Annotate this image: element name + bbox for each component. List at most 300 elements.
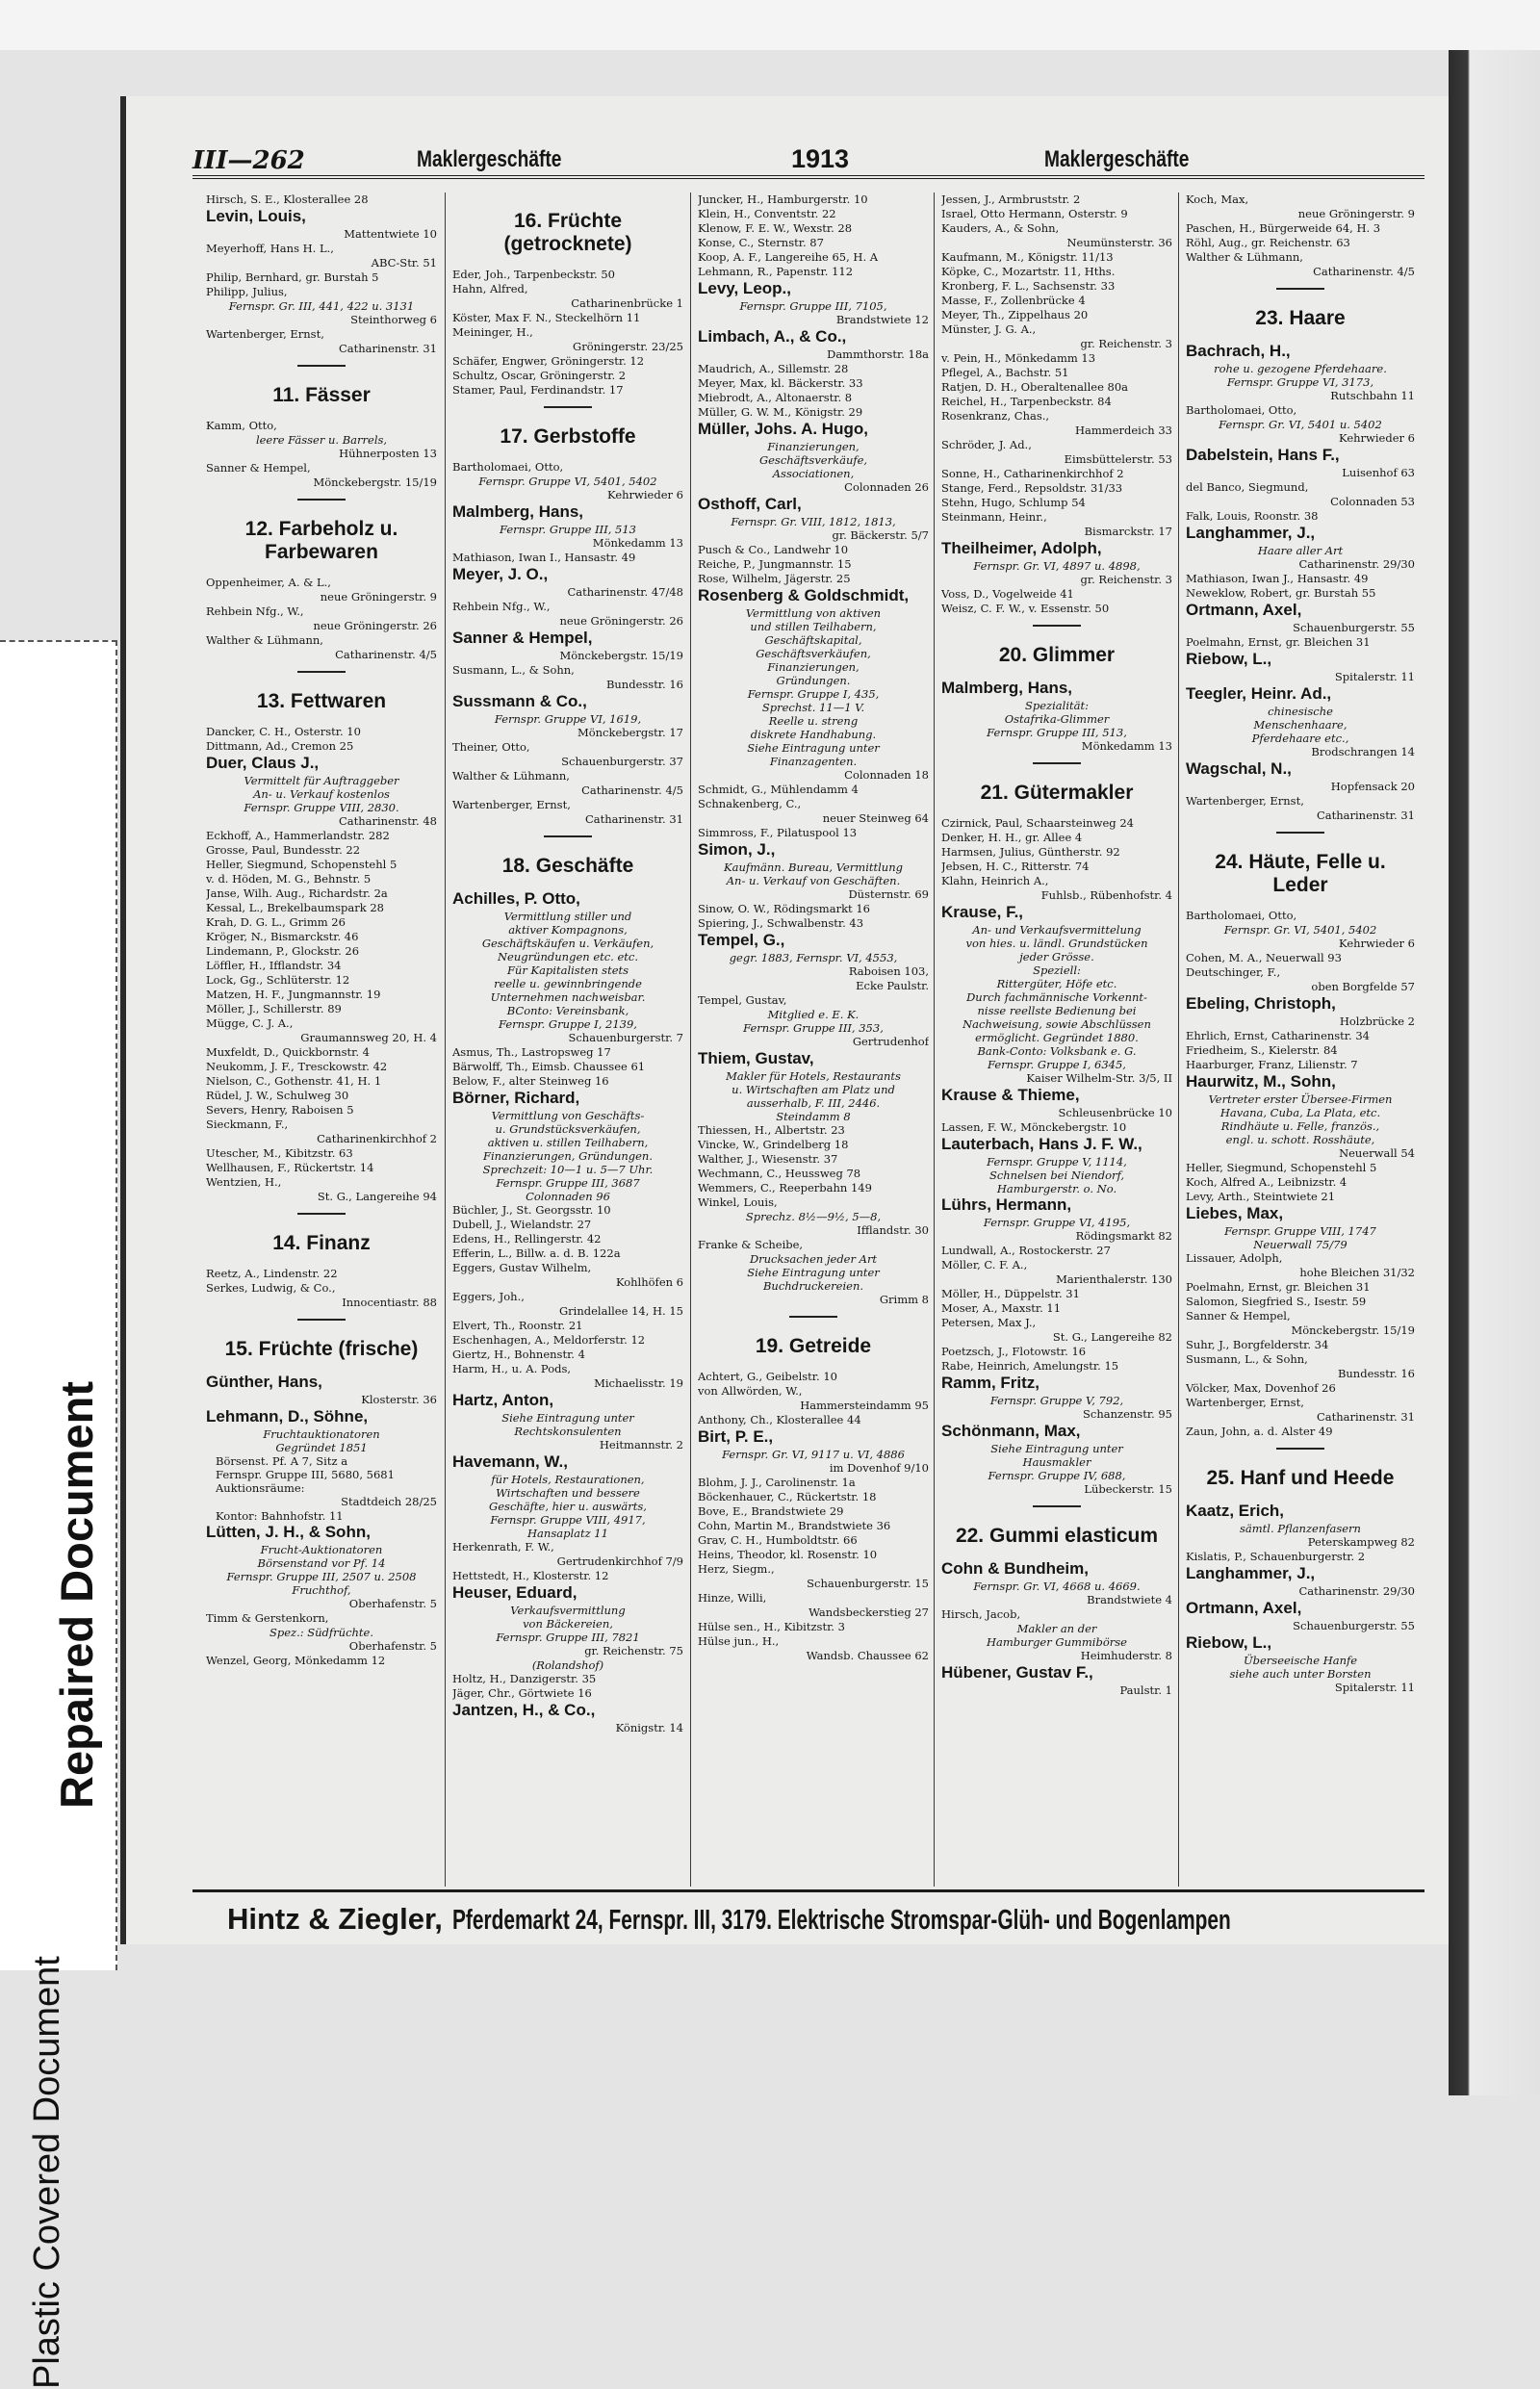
entry-address: Catharinenstr. 4/5 bbox=[581, 783, 683, 797]
firm-name: Duer, Claus J., bbox=[206, 754, 320, 772]
directory-entry: Lindemann, P., Glockstr. 26 bbox=[206, 944, 360, 958]
entry-advert-line: Fernspr. Gruppe III, 513, bbox=[987, 726, 1127, 739]
entry-address: Ifflandstr. 30 bbox=[857, 1223, 929, 1237]
directory-entry: Poelmahn, Ernst, gr. Bleichen 31 bbox=[1186, 1280, 1371, 1294]
entry-advert-line: Verkaufsvermittlung bbox=[510, 1604, 626, 1617]
directory-entry: Möller, H., Düppelstr. 31 bbox=[941, 1287, 1080, 1300]
footer-firm-name: Hintz & Ziegler, bbox=[227, 1902, 443, 1936]
firm-name: Krause & Thieme, bbox=[941, 1086, 1080, 1104]
firm-name: Bachrach, H., bbox=[1186, 342, 1291, 360]
section-heading: 12. Farbeholz u. Farbewaren bbox=[244, 518, 398, 563]
entry-advert-line: Frucht-Auktionatoren bbox=[260, 1543, 383, 1556]
entry-advert-line: von Bäckereien, bbox=[523, 1617, 613, 1631]
entry-address: Oberhafenstr. 5 bbox=[348, 1639, 437, 1653]
entry-advert-line: gegr. 1883, Fernspr. VI, 4553, bbox=[729, 951, 898, 964]
entry-address: Catharinenstr. 29/30 bbox=[1298, 557, 1415, 571]
entry-advert-line: Vermittlung von aktiven bbox=[745, 606, 882, 620]
directory-entry: Juncker, H., Hamburgerstr. 10 bbox=[698, 193, 868, 206]
firm-name: Schönmann, Max, bbox=[941, 1422, 1081, 1440]
directory-entry: v. Pein, H., Mönkedamm 13 bbox=[941, 351, 1096, 365]
directory-entry: Herz, Siegm., bbox=[698, 1562, 775, 1576]
firm-name: Malmberg, Hans, bbox=[941, 679, 1073, 697]
entry-address: Hühnerposten 13 bbox=[339, 447, 437, 460]
entry-advert-line: Fernspr. Gruppe I, 6345, bbox=[988, 1058, 1126, 1071]
entry-address: Klosterstr. 36 bbox=[361, 1393, 437, 1406]
entry-address: Grimm 8 bbox=[879, 1293, 929, 1306]
directory-entry: Harmsen, Julius, Güntherstr. 92 bbox=[941, 845, 1120, 859]
entry-advert-line: An- u. Verkauf kostenlos bbox=[253, 787, 390, 801]
directory-entry: Blohm, J. J., Carolinenstr. 1a bbox=[698, 1476, 856, 1489]
entry-address: Ecke Paulstr. bbox=[856, 979, 929, 992]
directory-entry: Susmann, L., & Sohn, bbox=[1186, 1352, 1308, 1366]
directory-entry: Neukomm, J. F., Tresckowstr. 42 bbox=[206, 1060, 388, 1073]
directory-entry: Rehbein Nfg., W., bbox=[452, 600, 551, 613]
directory-entry: Rüdel, J. W., Schulweg 30 bbox=[206, 1089, 349, 1102]
entry-advert-line: Hamburger Gummibörse bbox=[987, 1635, 1127, 1649]
firm-name: Langhammer, J., bbox=[1186, 524, 1316, 542]
entry-advert-line: Mitglied e. E. K. bbox=[767, 1008, 860, 1021]
directory-entry: Franke & Scheibe, bbox=[698, 1238, 804, 1251]
entry-address: Schauenburgerstr. 15 bbox=[807, 1577, 929, 1590]
directory-entry: Krah, D. G. L., Grimm 26 bbox=[206, 915, 346, 929]
firm-name: Hartz, Anton, bbox=[452, 1391, 554, 1409]
directory-entry: Vincke, W., Grindelberg 18 bbox=[698, 1138, 849, 1151]
section-divider bbox=[544, 835, 592, 837]
directory-entry: Meyerhoff, Hans H. L., bbox=[206, 242, 334, 255]
plastic-covered-label: Plastic Covered Document bbox=[27, 1956, 67, 2389]
firm-name: Wagschal, N., bbox=[1186, 759, 1292, 778]
directory-entry: Winkel, Louis, bbox=[698, 1195, 778, 1209]
directory-entry: Meyer, Max, kl. Bäckerstr. 33 bbox=[698, 376, 863, 390]
directory-entry: Matzen, H. F., Jungmannstr. 19 bbox=[206, 988, 381, 1001]
entry-advert-line: Fernspr. Gr. III, 441, 422 u. 3131 bbox=[228, 299, 415, 313]
section-heading: 22. Gummi elasticum bbox=[955, 1525, 1159, 1547]
section-divider bbox=[297, 1319, 346, 1321]
directory-entry: Koch, Max, bbox=[1186, 193, 1249, 206]
firm-name: Ortmann, Axel, bbox=[1186, 1599, 1302, 1617]
directory-entry: Spiering, J., Schwalbenstr. 43 bbox=[698, 916, 864, 930]
directory-entry: Hettstedt, H., Klosterstr. 12 bbox=[452, 1569, 609, 1582]
directory-entry: Philipp, Julius, bbox=[206, 285, 288, 298]
section-divider bbox=[297, 1213, 346, 1215]
entry-advert-line: Colonnaden 96 bbox=[526, 1190, 610, 1203]
page-number: III—262 bbox=[192, 146, 305, 175]
directory-entry: Lehmann, R., Papenstr. 112 bbox=[698, 265, 854, 278]
directory-entry: Susmann, L., & Sohn, bbox=[452, 663, 575, 677]
section-heading: 23. Haare bbox=[1255, 307, 1346, 329]
directory-entry: Israel, Otto Hermann, Osterstr. 9 bbox=[941, 207, 1128, 220]
firm-name: Ebeling, Christoph, bbox=[1186, 994, 1336, 1013]
directory-entry: Anthony, Ch., Klosterallee 44 bbox=[698, 1413, 861, 1426]
entry-address: neue Gröningerstr. 26 bbox=[313, 619, 437, 632]
entry-address: Hammerdeich 33 bbox=[1075, 424, 1172, 437]
entry-address: Kehrwieder 6 bbox=[1339, 431, 1415, 445]
directory-entry: Hirsch, Jacob, bbox=[941, 1607, 1021, 1621]
directory-entry: Nielson, C., Gothenstr. 41, H. 1 bbox=[206, 1074, 382, 1088]
scan-right-edge bbox=[1449, 50, 1540, 2095]
entry-advert-line: Fernspr. Gruppe VI, 5401, 5402 bbox=[478, 475, 657, 488]
section-heading: 18. Geschäfte bbox=[501, 855, 634, 877]
directory-entry: Jessen, J., Armbruststr. 2 bbox=[941, 193, 1081, 206]
directory-entry: Bartholomaei, Otto, bbox=[1186, 909, 1297, 922]
entry-address: Bundesstr. 16 bbox=[605, 678, 683, 691]
section-heading: 15. Früchte (frische) bbox=[224, 1338, 419, 1360]
directory-entry: Dubell, J., Wielandstr. 27 bbox=[452, 1218, 592, 1231]
section-divider bbox=[1033, 1505, 1081, 1507]
directory-entry: Friedheim, S., Kielerstr. 84 bbox=[1186, 1043, 1338, 1057]
directory-entry: Paschen, H., Bürgerweide 64, H. 3 bbox=[1186, 221, 1381, 235]
directory-entry: Schröder, J. Ad., bbox=[941, 438, 1032, 451]
entry-advert-line: Fernspr. Gruppe VIII, 1747 bbox=[1224, 1224, 1376, 1238]
entry-detail: Kontor: Bahnhofstr. 11 bbox=[216, 1509, 344, 1523]
entry-advert-line: Spez.: Südfrüchte. bbox=[269, 1626, 374, 1639]
entry-detail: Auktionsräume: bbox=[216, 1481, 305, 1495]
entry-address: Düsternstr. 69 bbox=[848, 887, 929, 901]
section-divider bbox=[1033, 762, 1081, 764]
directory-entry: Klenow, F. E. W., Wexstr. 28 bbox=[698, 221, 853, 235]
entry-address: Catharinenstr. 31 bbox=[584, 812, 683, 826]
entry-address: Rutschbahn 11 bbox=[1330, 389, 1415, 402]
entry-advert-line: Fernspr. Gruppe VIII, 4917, bbox=[490, 1513, 646, 1527]
entry-address: Rödingsmarkt 82 bbox=[1075, 1229, 1172, 1243]
directory-entry: Kessal, L., Brekelbaumspark 28 bbox=[206, 901, 384, 914]
footer-rule bbox=[192, 1889, 1424, 1892]
directory-entry: Wartenberger, Ernst, bbox=[452, 798, 571, 811]
entry-address: Brandstwiete 4 bbox=[1087, 1593, 1172, 1606]
running-title-right: Maklergeschäfte bbox=[1044, 146, 1190, 172]
entry-advert-line: Fernspr. Gruppe I, 2139, bbox=[499, 1017, 637, 1031]
repaired-document-label: Repaired Document bbox=[51, 1381, 102, 1809]
directory-entry: Poelmahn, Ernst, gr. Bleichen 31 bbox=[1186, 635, 1371, 649]
entry-advert-line: Buchdruckereien. bbox=[762, 1279, 864, 1293]
firm-name: Levy, Leop., bbox=[698, 279, 791, 297]
entry-advert-line: Fernspr. Gr. VIII, 1812, 1813, bbox=[731, 515, 896, 528]
directory-entry: Grav, C. H., Humboldtstr. 66 bbox=[698, 1533, 858, 1547]
directory-entry: Kaufmann, M., Königstr. 11/13 bbox=[941, 250, 1114, 264]
entry-detail: Börsenst. Pf. A 7, Sitz a bbox=[216, 1454, 348, 1468]
entry-address: St. G., Langereihe 94 bbox=[317, 1190, 437, 1203]
directory-entry: Falk, Louis, Roonstr. 38 bbox=[1186, 509, 1319, 523]
directory-entry: Sonne, H., Catharinenkirchhof 2 bbox=[941, 467, 1124, 480]
entry-advert-line: Börsenstand vor Pf. 14 bbox=[257, 1556, 386, 1570]
directory-entry: Bärwolff, Th., Eimsb. Chaussee 61 bbox=[452, 1060, 646, 1073]
entry-advert-line: leere Fässer u. Barrels, bbox=[255, 433, 388, 447]
directory-entry: Czirnick, Paul, Schaarsteinweg 24 bbox=[941, 816, 1134, 830]
entry-advert-line: Schnelsen bei Niendorf, bbox=[988, 1169, 1125, 1182]
entry-address: Catharinenstr. 29/30 bbox=[1298, 1584, 1415, 1598]
directory-entry: Jäger, Chr., Görtwiete 16 bbox=[452, 1686, 592, 1700]
section-divider bbox=[1033, 625, 1081, 627]
firm-name: Riebow, L., bbox=[1186, 650, 1272, 668]
entry-address: Colonnaden 26 bbox=[844, 480, 929, 494]
entry-address: Brandstwiete 12 bbox=[835, 313, 929, 326]
directory-entry: Edens, H., Rellingerstr. 42 bbox=[452, 1232, 602, 1246]
directory-entry: Kauders, A., & Sohn, bbox=[941, 221, 1060, 235]
directory-entry: Dancker, C. H., Osterstr. 10 bbox=[206, 725, 361, 738]
directory-entry: Schultz, Oscar, Gröningerstr. 2 bbox=[452, 369, 627, 382]
entry-address: Kehrwieder 6 bbox=[607, 488, 683, 501]
entry-advert-line: Rittergüter, Höfe etc. bbox=[996, 977, 1117, 990]
entry-advert-line: Makler für Hotels, Restaurants bbox=[726, 1069, 901, 1083]
directory-entry: Herkenrath, F. W., bbox=[452, 1540, 554, 1554]
entry-address: Wandsbeckerstieg 27 bbox=[808, 1606, 929, 1619]
column-divider bbox=[690, 193, 691, 1887]
entry-address: Schauenburgerstr. 37 bbox=[561, 755, 683, 768]
entry-advert-line: Durch fachmännische Vorkennt- bbox=[966, 990, 1147, 1004]
directory-entry: Miebrodt, A., Altonaerstr. 8 bbox=[698, 391, 853, 404]
column-divider bbox=[445, 193, 446, 1887]
entry-advert-line: u. Grundstücksverkäufen, bbox=[495, 1122, 641, 1136]
directory-entry: Völcker, Max, Dovenhof 26 bbox=[1186, 1381, 1336, 1395]
entry-advert-line: Gründungen. bbox=[776, 674, 851, 687]
directory-entry: Kamm, Otto, bbox=[206, 419, 277, 432]
entry-address: Spitalerstr. 11 bbox=[1334, 1681, 1415, 1694]
directory-entry: Eggers, Gustav Wilhelm, bbox=[452, 1261, 592, 1274]
column-divider bbox=[934, 193, 935, 1887]
entry-address: Gertrudenhof bbox=[852, 1035, 929, 1048]
directory-entry: Pusch & Co., Landwehr 10 bbox=[698, 543, 849, 556]
directory-entry: Timm & Gerstenkorn, bbox=[206, 1611, 329, 1625]
firm-name: Teegler, Heinr. Ad., bbox=[1186, 684, 1332, 703]
entry-advert-line: Pferdehaare etc., bbox=[1251, 732, 1349, 745]
entry-advert-line: Geschäfte, hier u. auswärts, bbox=[489, 1500, 647, 1513]
entry-address: Bundesstr. 16 bbox=[1337, 1367, 1415, 1380]
directory-entry: Sanner & Hempel, bbox=[206, 461, 311, 475]
entry-advert-line: Siehe Eintragung unter bbox=[747, 741, 880, 755]
directory-entry: Mathiason, Iwan I., Hansastr. 49 bbox=[452, 551, 636, 564]
entry-address: Catharinenstr. 31 bbox=[338, 342, 437, 355]
directory-entry: Voss, D., Vogelweide 41 bbox=[941, 587, 1074, 601]
firm-name: Krause, F., bbox=[941, 903, 1024, 921]
entry-advert-line: Wirtschaften und bessere bbox=[496, 1486, 640, 1500]
section-heading: 19. Getreide bbox=[755, 1335, 872, 1357]
entry-address: Brodschrangen 14 bbox=[1311, 745, 1415, 758]
directory-entry: Wellhausen, F., Rückertstr. 14 bbox=[206, 1161, 374, 1174]
entry-address: hohe Bleichen 31/32 bbox=[1299, 1266, 1415, 1279]
entry-address: Grindelallee 14, H. 15 bbox=[558, 1304, 683, 1318]
directory-entry: Heller, Siegmund, Schopenstehl 5 bbox=[206, 858, 398, 871]
advertisement-footer bbox=[227, 1902, 1533, 1937]
directory-entry: Wartenberger, Ernst, bbox=[1186, 794, 1304, 808]
directory-entry: Köpke, C., Mozartstr. 11, Hths. bbox=[941, 265, 1116, 278]
entry-advert-line: Fernspr. Gr. VI, 4668 u. 4669. bbox=[973, 1580, 1141, 1593]
section-heading: 20. Glimmer bbox=[998, 644, 1116, 666]
directory-column-3 bbox=[698, 193, 929, 1896]
section-divider bbox=[1276, 832, 1324, 834]
directory-entry: Rabe, Heinrich, Amelungstr. 15 bbox=[941, 1359, 1119, 1373]
entry-address: Mönckebergstr. 15/19 bbox=[559, 649, 683, 662]
section-heading: 13. Fettwaren bbox=[256, 690, 387, 712]
firm-name: Achilles, P. Otto, bbox=[452, 889, 580, 908]
entry-advert-line: Geschäftsverkäufen, bbox=[756, 647, 871, 660]
entry-advert-line: Makler an der bbox=[1016, 1622, 1097, 1635]
firm-name: Tempel, G., bbox=[698, 931, 785, 949]
entry-address: Catharinenstr. 4/5 bbox=[335, 648, 437, 661]
directory-entry: Simmross, F., Pilatuspool 13 bbox=[698, 826, 858, 839]
directory-entry: Petersen, Max J., bbox=[941, 1316, 1037, 1329]
directory-entry: Heller, Siegmund, Schopenstehl 5 bbox=[1186, 1161, 1377, 1174]
firm-name: Birt, P. E., bbox=[698, 1427, 774, 1446]
entry-address: gr. Bäckerstr. 5/7 bbox=[832, 528, 929, 542]
entry-address: Stadtdeich 28/25 bbox=[341, 1495, 437, 1508]
entry-advert-line: Fernspr. Gruppe VIII, 2830. bbox=[244, 801, 399, 814]
directory-entry: Lundwall, A., Rostockerstr. 27 bbox=[941, 1244, 1111, 1257]
entry-advert-line: Spezialität: bbox=[1025, 699, 1089, 712]
entry-address: Marienthalerstr. 130 bbox=[1056, 1272, 1172, 1286]
entry-address: Bismarckstr. 17 bbox=[1084, 525, 1172, 538]
header-rule bbox=[192, 175, 1424, 179]
entry-address: Colonnaden 53 bbox=[1330, 495, 1415, 508]
firm-name: Theilheimer, Adolph, bbox=[941, 539, 1102, 557]
directory-entry: Cohn, Martin M., Brandstwiete 36 bbox=[698, 1519, 891, 1532]
directory-entry: Hahn, Alfred, bbox=[452, 282, 528, 295]
entry-address: Neumünsterstr. 36 bbox=[1066, 236, 1172, 249]
entry-advert-line: Sprechz. 8½—9½, 5—8, bbox=[745, 1210, 882, 1223]
directory-entry: Muxfeldt, D., Quickbornstr. 4 bbox=[206, 1045, 370, 1059]
entry-advert-line: Ostafrika-Glimmer bbox=[1004, 712, 1110, 726]
directory-entry: Röhl, Aug., gr. Reichenstr. 63 bbox=[1186, 236, 1350, 249]
directory-entry: Stehn, Hugo, Schlump 54 bbox=[941, 496, 1086, 509]
firm-name: Dabelstein, Hans F., bbox=[1186, 446, 1340, 464]
directory-entry: Theiner, Otto, bbox=[452, 740, 530, 754]
entry-advert-line: Rechtskonsulenten bbox=[514, 1425, 622, 1438]
directory-entry: Eckhoff, A., Hammerlandstr. 282 bbox=[206, 829, 390, 842]
section-divider bbox=[297, 365, 346, 367]
firm-name: Lütten, J. H., & Sohn, bbox=[206, 1523, 371, 1541]
directory-entry: Meininger, H., bbox=[452, 325, 533, 339]
footer-advert-text: Pferdemarkt 24, Fernspr. III, 3179. Elektrische Stromspar-Glüh- und Bogenlampen bbox=[451, 1905, 1231, 1936]
directory-entry: Hirsch, S. E., Klosterallee 28 bbox=[206, 193, 369, 206]
entry-address: Hopfensack 20 bbox=[1330, 780, 1415, 793]
firm-name: Hübener, Gustav F., bbox=[941, 1663, 1093, 1682]
directory-column-4 bbox=[941, 193, 1172, 1896]
entry-advert-line: Associationen, bbox=[772, 467, 855, 480]
entry-advert-line: An- und Verkaufsvermittelung bbox=[972, 923, 1142, 937]
entry-advert-line: rohe u. gezogene Pferdehaare. bbox=[1214, 362, 1387, 375]
directory-entry: Rose, Wilhelm, Jägerstr. 25 bbox=[698, 572, 851, 585]
firm-name: Levin, Louis, bbox=[206, 207, 306, 225]
directory-entry: Wenzel, Georg, Mönkedamm 12 bbox=[206, 1654, 386, 1667]
entry-address: Steinthorweg 6 bbox=[350, 313, 437, 326]
directory-entry: Wartenberger, Ernst, bbox=[206, 327, 324, 341]
entry-advert-line: Für Kapitalisten stets bbox=[506, 963, 629, 977]
entry-advert-line: Nachweisung, sowie Abschlüssen bbox=[962, 1017, 1151, 1031]
directory-entry: v. d. Höden, M. G., Behnstr. 5 bbox=[206, 872, 372, 886]
entry-advert-line: aktiven u. stillen Teilhabern, bbox=[487, 1136, 649, 1149]
directory-entry: Eggers, Joh., bbox=[452, 1290, 525, 1303]
firm-name: Limbach, A., & Co., bbox=[698, 327, 847, 346]
directory-entry: Cohen, M. A., Neuerwall 93 bbox=[1186, 951, 1342, 964]
entry-advert-line: BConto: Vereinsbank, bbox=[506, 1004, 629, 1017]
directory-column-1 bbox=[206, 193, 437, 1896]
entry-advert-line: Fernspr. Gruppe VI, 3173, bbox=[1226, 375, 1374, 389]
entry-address: Spitalerstr. 11 bbox=[1334, 670, 1415, 683]
directory-entry: Hülse jun., H., bbox=[698, 1634, 780, 1648]
directory-entry: Schmidt, G., Mühlendamm 4 bbox=[698, 783, 859, 796]
entry-address: Raboisen 103, bbox=[848, 964, 929, 978]
directory-entry: Thiessen, H., Albertstr. 23 bbox=[698, 1123, 845, 1137]
directory-entry: Dittmann, Ad., Cremon 25 bbox=[206, 739, 354, 753]
directory-entry: Wentzien, H., bbox=[206, 1175, 282, 1189]
entry-advert-line: An- u. Verkauf von Geschäften. bbox=[726, 874, 901, 887]
directory-entry: Salomon, Siegfried S., Isestr. 59 bbox=[1186, 1295, 1367, 1308]
entry-advert-line: Bank-Conto: Volksbank e. G. bbox=[977, 1044, 1137, 1058]
entry-address: Kaiser Wilhelm-Str. 3/5, II bbox=[1026, 1071, 1172, 1085]
entry-advert-line: sämtl. Pflanzenfasern bbox=[1240, 1522, 1361, 1535]
directory-entry: Reiche, P., Jungmannstr. 15 bbox=[698, 557, 852, 571]
directory-entry: Mathiason, Iwan J., Hansastr. 49 bbox=[1186, 572, 1369, 585]
firm-name: Langhammer, J., bbox=[1186, 1564, 1316, 1582]
directory-entry: Walther & Lühmann, bbox=[1186, 250, 1303, 264]
directory-entry: Denker, H. H., gr. Allee 4 bbox=[941, 831, 1083, 844]
firm-name: Riebow, L., bbox=[1186, 1633, 1272, 1652]
directory-entry: Jebsen, H. C., Ritterstr. 74 bbox=[941, 860, 1090, 873]
entry-advert-line: Geschäftskapital, bbox=[764, 633, 862, 647]
section-heading: 17. Gerbstoffe bbox=[500, 425, 636, 448]
entry-address: Mönckebergstr. 15/19 bbox=[313, 475, 437, 489]
directory-entry: Holtz, H., Danzigerstr. 35 bbox=[452, 1672, 597, 1685]
directory-entry: Maudrich, A., Sillemstr. 28 bbox=[698, 362, 849, 375]
entry-advert-line: Siehe Eintragung unter bbox=[990, 1442, 1123, 1455]
directory-entry: Asmus, Th., Lastropsweg 17 bbox=[452, 1045, 611, 1059]
side-label-panel bbox=[0, 640, 117, 2389]
entry-advert-line: Fernspr. Gruppe VI, 1619, bbox=[494, 712, 642, 726]
entry-advert-line: u. Wirtschaften am Platz und bbox=[732, 1083, 895, 1096]
entry-advert-line: Fruchthof, bbox=[292, 1583, 351, 1597]
entry-address: Catharinenbrücke 1 bbox=[571, 296, 683, 310]
entry-advert-line: diskrete Handhabung. bbox=[750, 728, 877, 741]
entry-advert-line: Hausmakler bbox=[1022, 1455, 1091, 1469]
directory-entry: Serkes, Ludwig, & Co., bbox=[206, 1281, 336, 1295]
directory-entry: Deutschinger, F., bbox=[1186, 965, 1281, 979]
directory-entry: Philip, Bernhard, gr. Burstah 5 bbox=[206, 270, 379, 284]
entry-address: Schauenburgerstr. 55 bbox=[1293, 621, 1415, 634]
entry-address: Innocentiastr. 88 bbox=[342, 1296, 437, 1309]
entry-address: Hammersteindamm 95 bbox=[800, 1399, 929, 1412]
directory-entry: Suhr, J., Borgfelderstr. 34 bbox=[1186, 1338, 1329, 1351]
column-divider bbox=[1178, 193, 1179, 1887]
entry-address: Eimsbüttelerstr. 53 bbox=[1064, 452, 1172, 466]
entry-address: neuer Steinweg 64 bbox=[822, 811, 929, 825]
entry-advert-line: aktiver Kompagnons, bbox=[508, 923, 628, 937]
section-heading: 14. Finanz bbox=[272, 1232, 371, 1254]
entry-address: Schleusenbrücke 10 bbox=[1058, 1106, 1172, 1119]
entry-advert-line: Vertreter erster Übersee-Firmen bbox=[1208, 1092, 1393, 1106]
entry-advert-line: (Rolandshof) bbox=[531, 1658, 604, 1672]
directory-entry: Ehrlich, Ernst, Catharinenstr. 34 bbox=[1186, 1029, 1370, 1042]
entry-address: Königstr. 14 bbox=[615, 1721, 683, 1734]
directory-entry: Wechmann, C., Heussweg 78 bbox=[698, 1167, 861, 1180]
directory-entry: Koch, Alfred A., Leibnizstr. 4 bbox=[1186, 1175, 1348, 1189]
entry-address: Catharinenkirchhof 2 bbox=[317, 1132, 437, 1145]
entry-advert-line: Fernspr. Gruppe VI, 4195, bbox=[983, 1216, 1131, 1229]
directory-entry: Möller, C. F. A., bbox=[941, 1258, 1028, 1272]
entry-address: Gertrudenkirchhof 7/9 bbox=[556, 1554, 683, 1568]
section-heading: 21. Gütermakler bbox=[980, 782, 1134, 804]
firm-name: Havemann, W., bbox=[452, 1452, 568, 1471]
directory-entry: Walther & Lühmann, bbox=[452, 769, 570, 783]
directory-entry: Walther & Lühmann, bbox=[206, 633, 323, 647]
entry-advert-line: reelle u. gewinnbringende bbox=[494, 977, 642, 990]
entry-advert-line: Fernspr. Gr. VI, 4897 u. 4898, bbox=[973, 559, 1141, 573]
directory-entry: Schäfer, Engwer, Gröningerstr. 12 bbox=[452, 354, 645, 368]
entry-advert-line: Sprechst. 11—1 V. bbox=[761, 701, 865, 714]
firm-name: Jantzen, H., & Co., bbox=[452, 1701, 596, 1719]
entry-advert-line: Geschäftsverkäufe, bbox=[758, 453, 868, 467]
directory-entry: Hinze, Willi, bbox=[698, 1591, 767, 1605]
directory-entry: Meyer, Th., Zippelhaus 20 bbox=[941, 308, 1089, 321]
entry-address: St. G., Langereihe 82 bbox=[1052, 1330, 1172, 1344]
